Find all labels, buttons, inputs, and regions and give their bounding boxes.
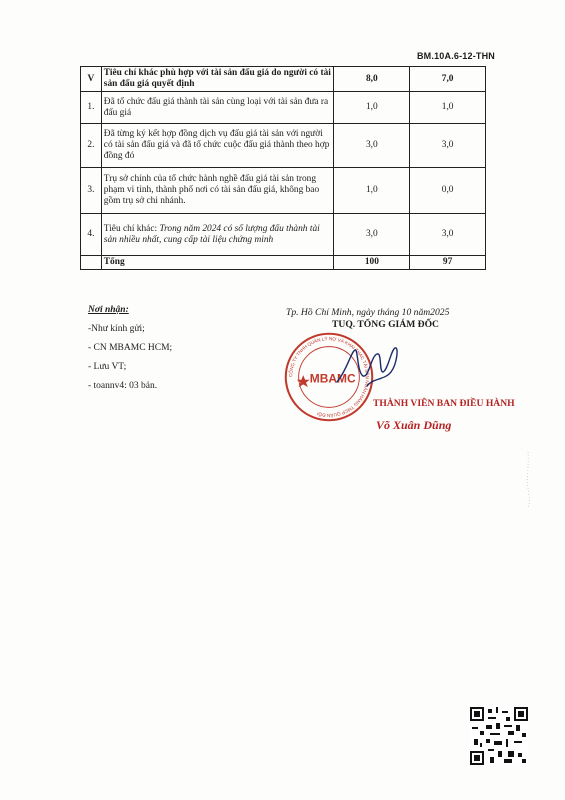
- row-max-score: 3,0: [334, 214, 410, 256]
- row-content: Trụ sở chính của tổ chức hành nghề đấu giá tài sản trong phạm vi tỉnh, thành phố nơi có tài sản đấu giá, không bao gồm trụ sở chi nhánh.: [101, 168, 334, 214]
- signer-role: TUQ. TỔNG GIÁM ĐỐC: [332, 319, 439, 330]
- recipient-item: - toannv4: 03 bản.: [88, 381, 158, 391]
- row-max-score: 1,0: [334, 92, 410, 124]
- recipients-title: Nơi nhận:: [88, 305, 129, 315]
- table-row: [81, 124, 486, 168]
- row-index: 3.: [81, 168, 102, 214]
- stamp-ring-text: CÔNG TY TNHH QUẢN LÝ NỢ VÀ KHAI THÁC TÀI SẢN NGÂN HÀNG TMCP QUÂN ĐỘI: [288, 336, 370, 418]
- row-content-lead: Tiêu chí khác:: [103, 223, 160, 234]
- row-content: Đã tổ chức đấu giá thành tài sản cùng loại với tài sản đưa ra đấu giá: [101, 92, 334, 124]
- table-row: [81, 214, 486, 256]
- scan-mark: [523, 450, 533, 510]
- row-content-italic: Trong năm 2024 có số lượng đấu thành tài sản nhiều nhất, cung cấp tài liệu chứng minh: [103, 223, 320, 245]
- row-score: 7,0: [410, 67, 486, 92]
- table-row: [81, 168, 486, 214]
- signer-name: Võ Xuân Dũng: [376, 418, 452, 432]
- row-max-score: 3,0: [334, 124, 410, 168]
- row-content: [101, 214, 334, 256]
- row-index: V: [81, 67, 102, 92]
- recipient-item: - Lưu VT;: [88, 362, 127, 372]
- row-score: 3,0: [410, 214, 486, 256]
- row-score: 0,0: [410, 168, 486, 214]
- row-score: 3,0: [410, 124, 486, 168]
- total-label: Tổng: [101, 256, 334, 270]
- row-index: 4.: [81, 214, 102, 256]
- row-index: 1.: [81, 92, 102, 124]
- row-max-score: 1,0: [334, 168, 410, 214]
- signer-position: THÀNH VIÊN BAN ĐIỀU HÀNH: [373, 398, 515, 409]
- row-max-score: 8,0: [334, 67, 410, 92]
- place-date: Tp. Hồ Chí Minh, ngày tháng 10 năm2025: [286, 307, 450, 318]
- table-row: [81, 92, 486, 124]
- row-content: Tiêu chí khác phù hợp với tài sản đấu giá do người có tài sản đấu giá quyết định: [101, 67, 334, 92]
- handwritten-signature: [333, 342, 403, 392]
- row-index: 2.: [81, 124, 102, 168]
- signature-block: [286, 307, 486, 330]
- recipient-item: - CN MBAMC HCM;: [88, 343, 173, 353]
- total-score: 97: [410, 256, 486, 270]
- table-row: [81, 67, 486, 92]
- row-index: [81, 256, 102, 270]
- row-content: Đã từng ký kết hợp đồng dịch vụ đấu giá tài sản với người có tài sản đấu giá và đã tổ chức cuộc đấu giá thành theo hợp đồng đó: [101, 124, 334, 168]
- row-score: 1,0: [410, 92, 486, 124]
- total-row: [81, 256, 486, 270]
- document-code: BM.10A.6-12-THN: [416, 51, 495, 61]
- qr-code-icon: [470, 707, 528, 765]
- total-max-score: 100: [334, 256, 410, 270]
- criteria-table: [80, 66, 486, 270]
- stamp-logo: MBAMC: [309, 371, 356, 386]
- recipient-item: -Như kính gửi;: [88, 324, 145, 334]
- recipients-block: [88, 301, 172, 396]
